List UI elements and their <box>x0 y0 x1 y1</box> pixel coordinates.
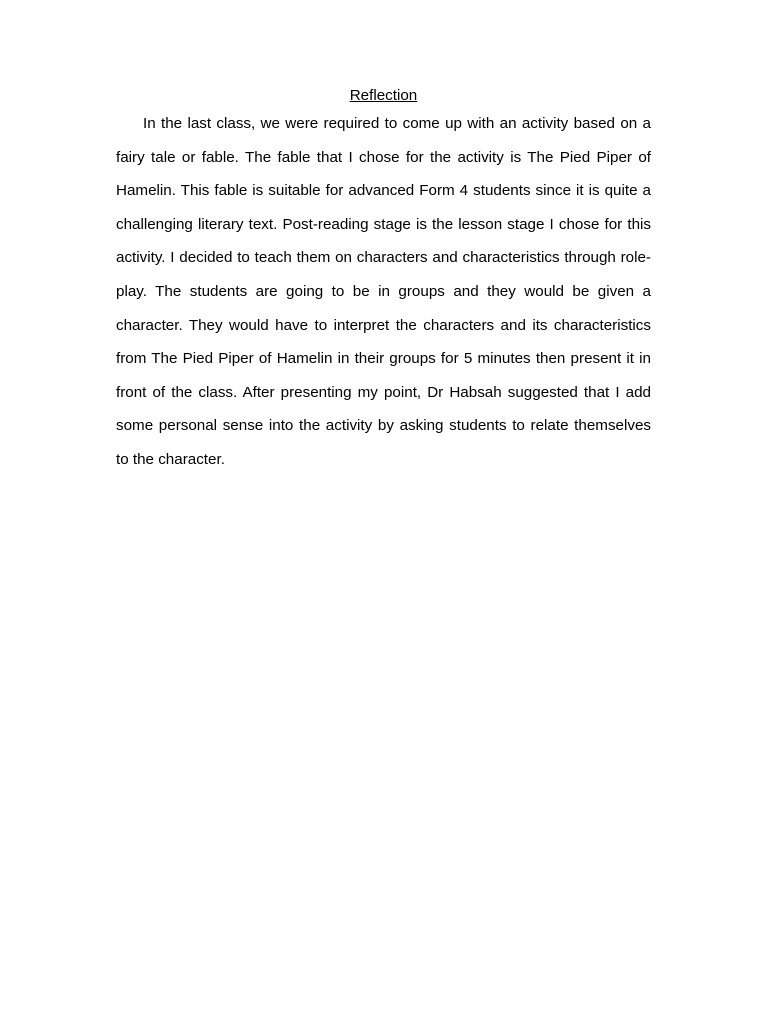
body-paragraph: In the last class, we were required to come up with an activity based on a fairy tale or fable. The fable that I chose for the activity is The Pied Piper of Hamelin. This fable is suitable for advanced Form 4 students since it is quite a challenging literary text. Post-reading stage is the lesson stage I chose for this activity. I decided to teach them on characters and characteristics through role-play. The students are going to be in groups and they would be given a character. They would have to interpret the characters and its characteristics from The Pied Piper of Hamelin in their groups for 5 minutes then present it in front of the class. After presenting my point, Dr Habsah suggested that I add some personal sense into the activity by asking students to relate themselves to the character. <box>116 115 651 468</box>
document-title: Reflection <box>349 87 418 104</box>
document-body <box>116 85 651 477</box>
